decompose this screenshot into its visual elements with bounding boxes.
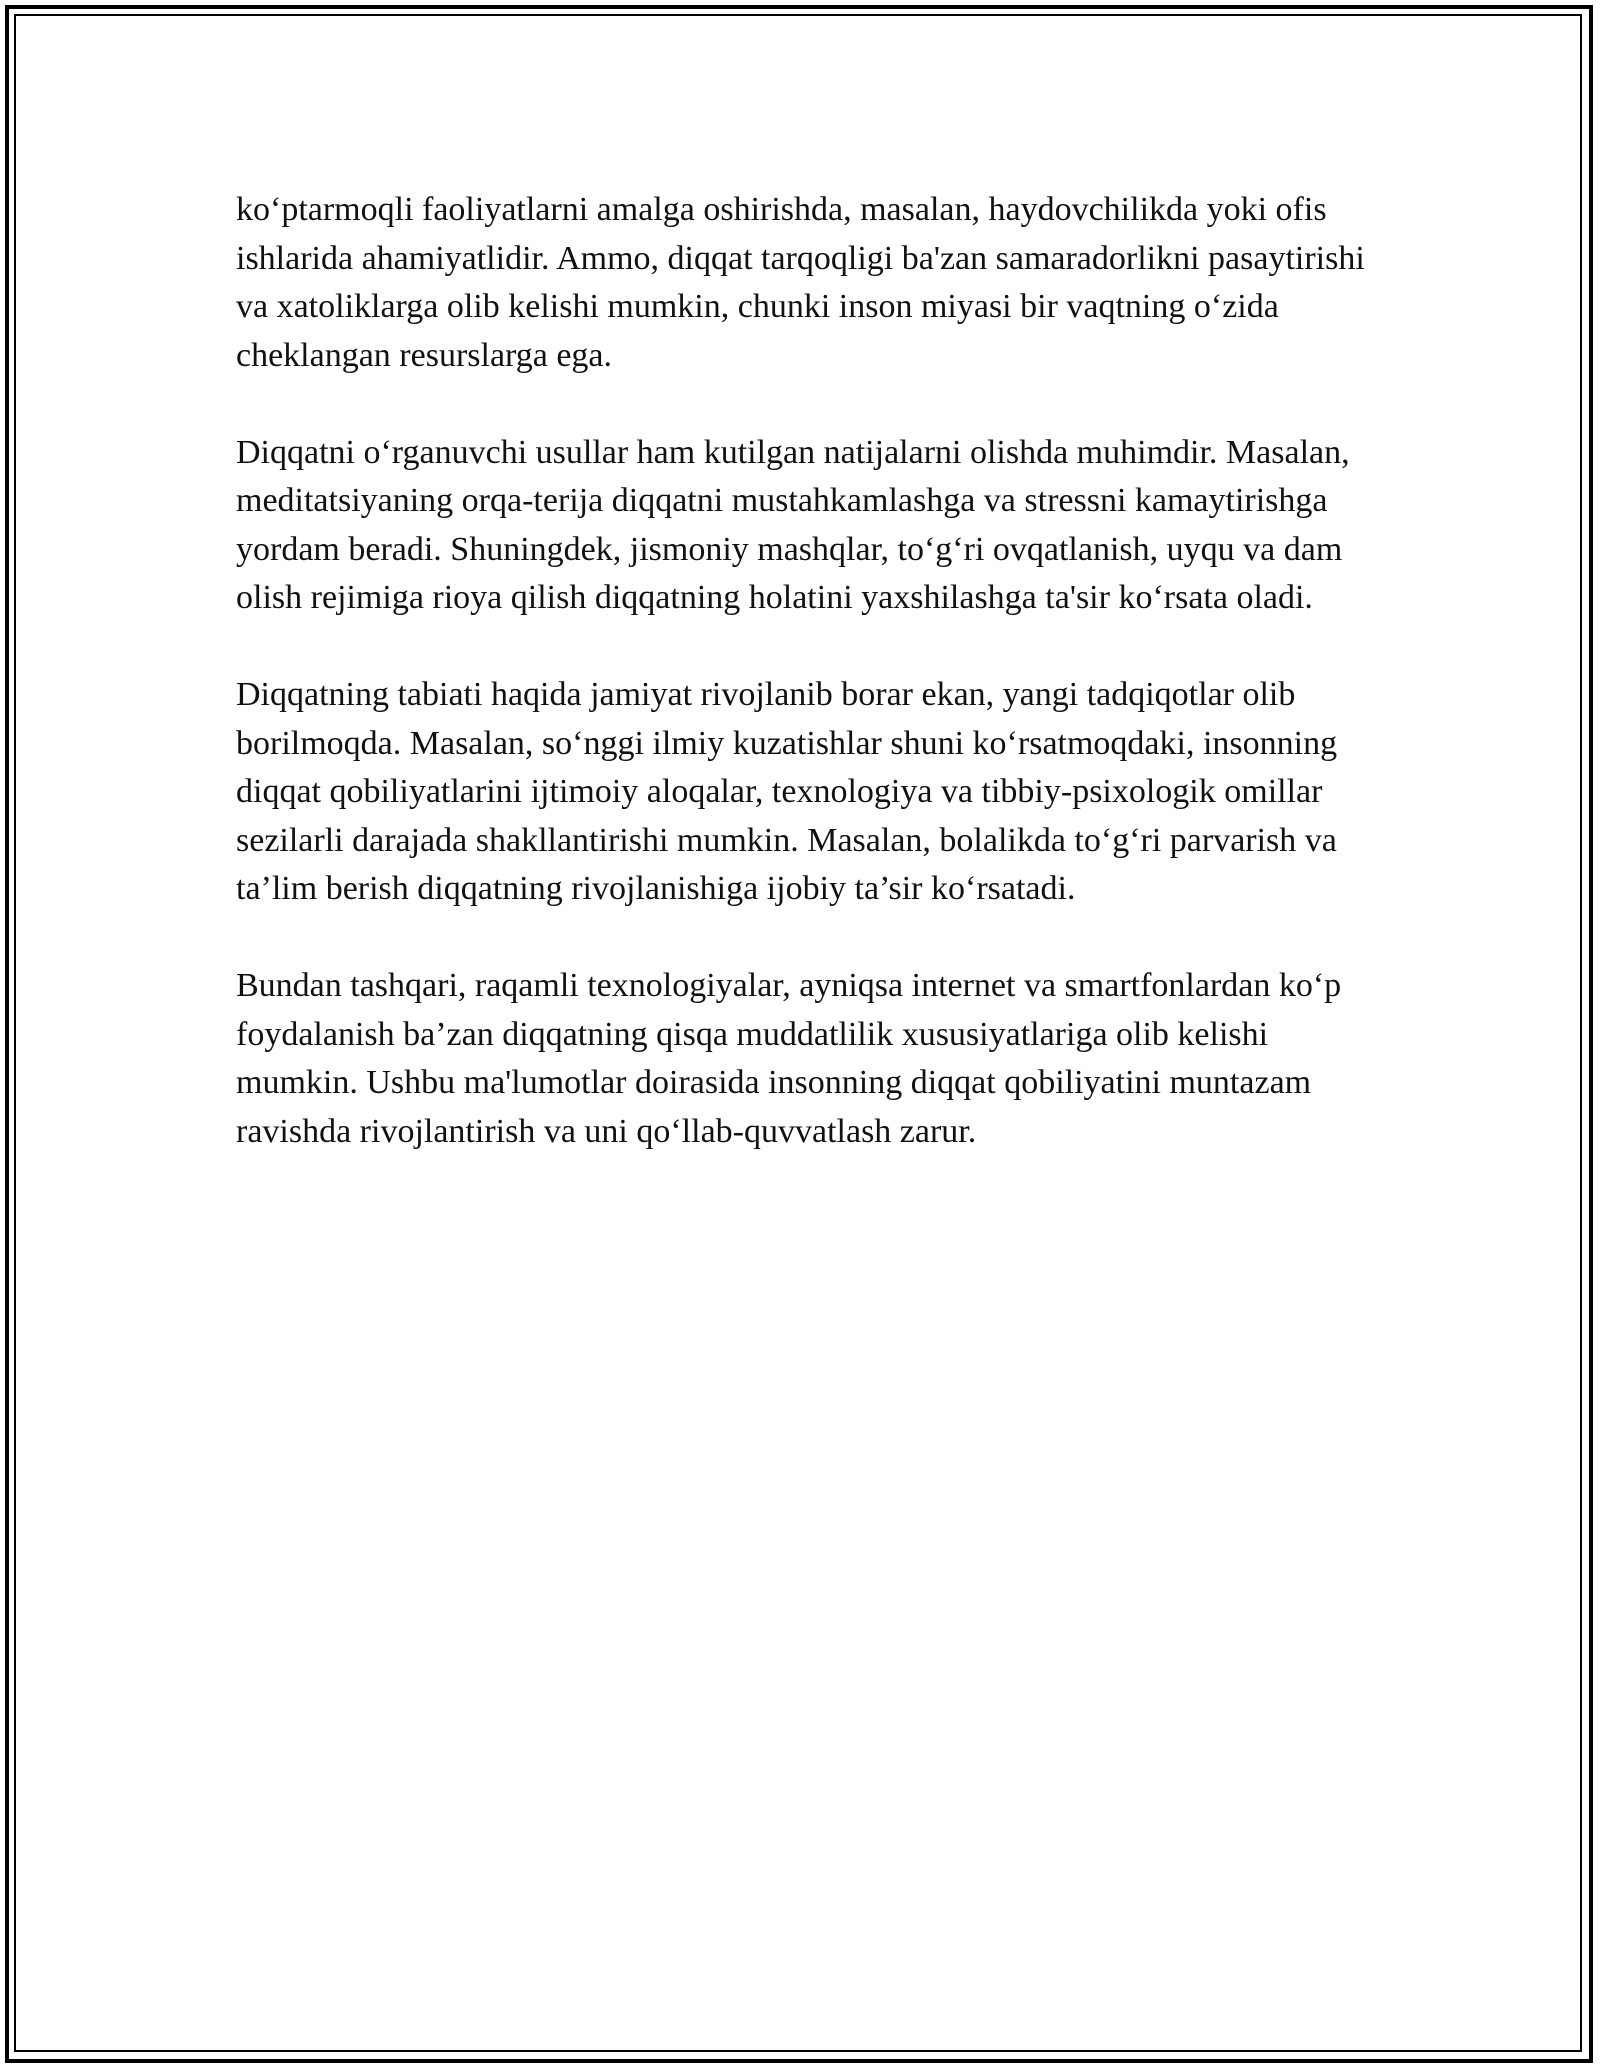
paragraph: Diqqatning tabiati haqida jamiyat rivojlanib borar ekan, yangi tadqiqotlar olib borilmoqda. Masalan, so‘nggi ilmiy kuzatishlar shuni ko‘rsatmoqdaki, insonning diqqat qobiliyatlarini ijtimoiy aloqalar, texnologiya va tibbiy-psixologik omillar sezilarli darajada shakllantirishi mumkin. Masalan, bolalikda to‘g‘ri parvarish va ta’lim berish diqqatning rivojlanishiga ijobiy ta’sir ko‘rsatadi. xyxy=(236,676,1338,907)
paragraph: Bundan tashqari, raqamli texnologiyalar, ayniqsa internet va smartfonlardan ko‘p foydalanish ba’zan diqqatning qisqa muddatlilik xususiyatlariga olib kelishi mumkin. Ushbu ma'lumotlar doirasida insonning diqqat qobiliyatini muntazam ravishda rivojlantirish va uni qo‘llab-quvvatlash zarur. xyxy=(236,967,1342,1150)
paragraph: ko‘ptarmoqli faoliyatlarni amalga oshirishda, masalan, haydovchilikda yoki ofis ishlarida ahamiyatlidir. Ammo, diqqat tarqoqligi ba'zan samaradorlikni pasaytirishi va xatoliklarga olib kelishi mumkin, chunki inson miyasi bir vaqtning o‘zida cheklangan resurslarga ega. xyxy=(236,191,1365,374)
document-body xyxy=(236,186,1366,1205)
paragraph: Diqqatni o‘rganuvchi usullar ham kutilgan natijalarni olishda muhimdir. Masalan, meditatsiyaning orqa-terija diqqatni mustahkamlashga va stressni kamaytirishga yordam beradi. Shuningdek, jismoniy mashqlar, to‘g‘ri ovqatlanish, uyqu va dam olish rejimiga rioya qilish diqqatning holatini yaxshilashga ta'sir ko‘rsata oladi. xyxy=(236,433,1350,616)
